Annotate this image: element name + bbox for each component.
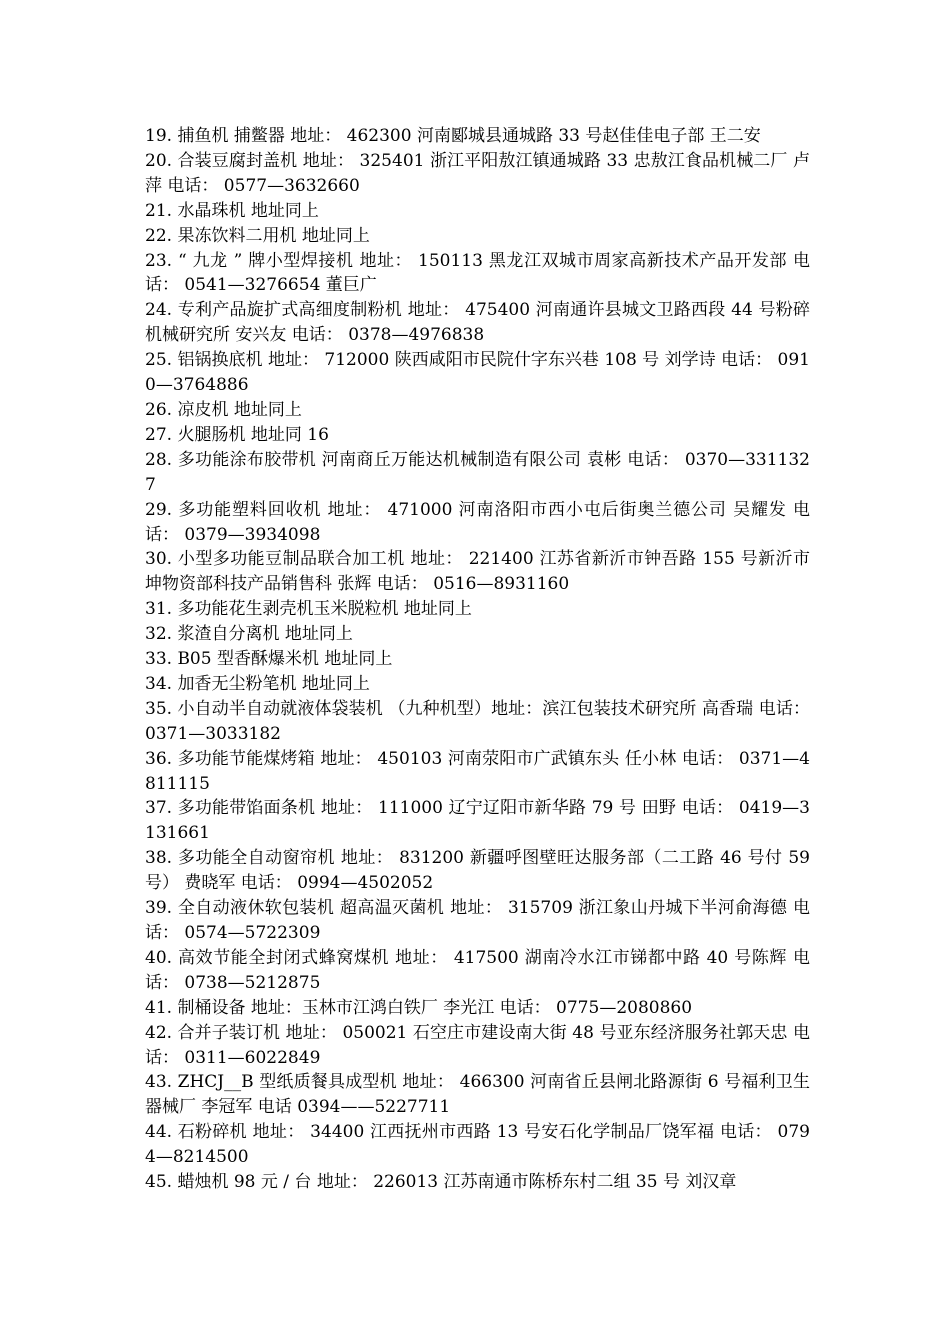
list-item: 26. 凉皮机 地址同上 [145, 399, 302, 420]
list-item: 28. 多功能涂布胶带机 河南商丘万能达机械制造有限公司 袁彬 电话： 0370—3311327 [145, 449, 810, 495]
list-item: 21. 水晶珠机 地址同上 [145, 200, 319, 221]
list-item: 40. 高效节能全封闭式蜂窝煤机 地址： 417500 湖南冷水江市锑都中路 40 号陈辉 电话： 0738—5212875 [145, 947, 810, 993]
list-item: 32. 浆渣自分离机 地址同上 [145, 624, 353, 645]
list-item: 24. 专利产品旋扩式高细度制粉机 地址： 475400 河南通许县城文卫路西段 44 号粉碎机械研究所 安兴友 电话： 0378—4976838 [145, 300, 810, 346]
list-item: 38. 多功能全自动窗帘机 地址： 831200 新疆呼图壁旺达服务部（二工路 46 号付 59 号） 费晓军 电话： 0994—4502052 [145, 848, 810, 894]
list-item: 19. 捕鱼机 捕鳖器 地址： 462300 河南郾城县通城路 33 号赵佳佳电子部 王二安 [145, 126, 761, 146]
list-item: 39. 全自动液休软包装机 超高温灭菌机 地址： 315709 浙江象山丹城下半河俞海德 电话： 0574—5722309 [145, 898, 810, 943]
list-item: 23. “ 九龙 ” 牌小型焊接机 地址： 150113 黑龙江双城市周家高新技术产品开发部 电话： 0541—3276654 董巨广 [145, 250, 810, 296]
list-item: 25. 铝锅换底机 地址： 712000 陕西咸阳市民院什字东兴巷 108 号 刘学诗 电话： 0910—3764886 [145, 350, 810, 396]
list-item: 37. 多功能带馅面条机 地址： 111000 辽宁辽阳市新华路 79 号 田野 电话： 0419—3131661 [145, 798, 810, 844]
list-item: 41. 制桶设备 地址：玉林市江鸿白铁厂 李光江 电话： 0775—2080860 [145, 997, 693, 1018]
list-item: 20. 合装豆腐封盖机 地址： 325401 浙江平阳敖江镇通城路 33 忠敖江食品机械二厂 卢萍 电话： 0577—3632660 [145, 150, 810, 196]
list-item: 33. B05 型香酥爆米机 地址同上 [145, 649, 393, 670]
document-page [145, 124, 810, 1195]
list-item: 22. 果冻饮料二用机 地址同上 [145, 225, 370, 246]
list-item: 44. 石粉碎机 地址： 34400 江西抚州市西路 13 号安石化学制品厂饶军福 电话： 0794—8214500 [145, 1122, 810, 1168]
list-item: 27. 火腿肠机 地址同 16 [145, 424, 329, 445]
list-item: 45. 蜡烛机 98 元 / 台 地址： 226013 江苏南通市陈桥东村二组 35 号 刘汉章 [145, 1172, 737, 1193]
list-item: 31. 多功能花生剥壳机玉米脱粒机 地址同上 [145, 599, 472, 620]
list-item: 29. 多功能塑料回收机 地址： 471000 河南洛阳市西小屯后街奥兰德公司 吴耀发 电话： 0379—3934098 [145, 499, 810, 545]
list-item: 42. 合并子装订机 地址： 050021 石空庄市建设南大街 48 号亚东经济服务社郭天忠 电话： 0311—6022849 [145, 1022, 810, 1068]
list-item: 30. 小型多功能豆制品联合加工机 地址： 221400 江苏省新沂市钟吾路 155 号新沂市坤物资部科技产品销售科 张辉 电话： 0516—8931160 [145, 549, 810, 595]
list-item: 34. 加香无尘粉笔机 地址同上 [145, 673, 370, 694]
list-item: 43. ZHCJ__B 型纸质餐具成型机 地址： 466300 河南省丘县闸北路源街 6 号福利卫生器械厂 李冠军 电话 0394——5227711 [145, 1072, 810, 1118]
list-item: 35. 小自动半自动就液体袋装机 （九种机型）地址：滨江包装技术研究所 高香瑞 电话： 0371—3033182 [145, 698, 810, 744]
list-item: 36. 多功能节能煤烤箱 地址： 450103 河南荥阳市广武镇东头 任小林 电话： 0371—4811115 [145, 748, 810, 794]
